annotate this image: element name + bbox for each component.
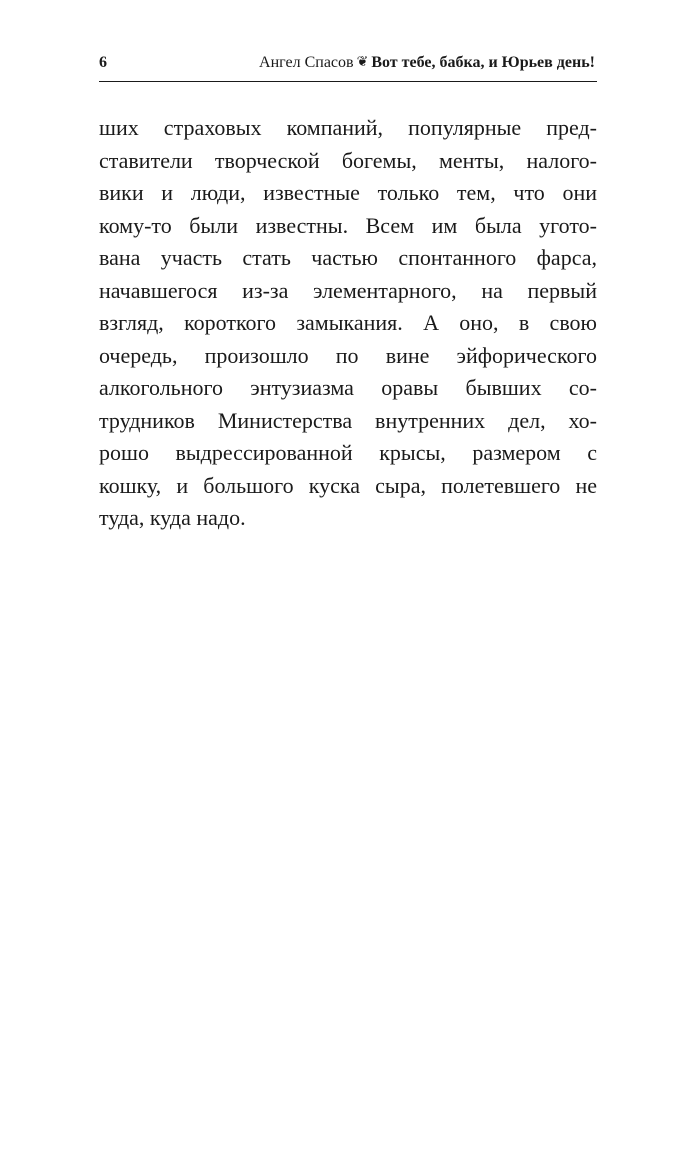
header-author: Ангел Спасов (259, 54, 354, 71)
text-line: туда, куда надо. (99, 505, 246, 530)
text-line: алкогольного энтузиазма оравы бывших со- (99, 375, 597, 400)
text-line: вана участь стать частью спонтанного фарса, (99, 245, 597, 270)
header-book-title: Вот тебе, бабка, и Юрьев день! (371, 54, 595, 71)
text-line: взгляд, короткого замыкания. А оно, в свою (99, 310, 597, 335)
text-line: ших страховых компаний, популярные пред- (99, 115, 597, 140)
text-line: ставители творческой богемы, менты, налого- (99, 147, 597, 173)
text-line: очередь, произошло по вине эйфорического (99, 342, 597, 368)
text-line: вики и люди, известные только тем, что они (99, 180, 597, 205)
body-paragraph (99, 112, 597, 535)
text-line: трудников Министерства внутренних дел, хо- (99, 407, 597, 433)
text-line: кошку, и большого куска сыра, полетевшего не (99, 472, 597, 498)
running-header (99, 52, 597, 76)
page-number: 6 (99, 54, 107, 71)
text-line: рошо выдрессированной крысы, размером с (99, 440, 597, 465)
text-line: кому-то были известны. Всем им была угото- (99, 212, 597, 238)
text-line: начавшегося из-за элементарного, на первый (99, 277, 597, 303)
header-rule (99, 81, 597, 82)
header-right (259, 54, 595, 72)
leaf-ornament-icon: ❦ (356, 55, 369, 70)
